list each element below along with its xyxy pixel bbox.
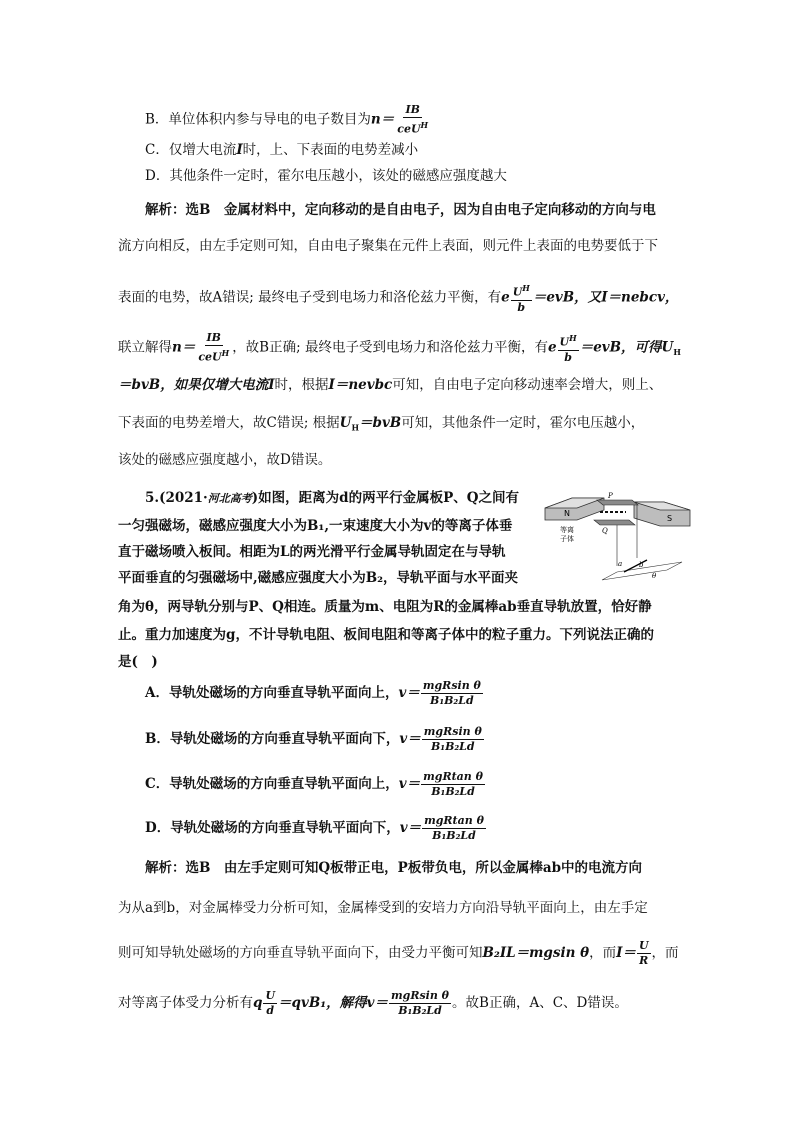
q4-solution-line-6: 下表面的电势差增大，故C错误; 根据$U_H=bvB$可知，其他条件一定时，霍尔电压越小，: [118, 415, 645, 433]
metal-rod: [624, 560, 647, 572]
q4-solution-line-3: 表面的电势，故A错误; 最终电子受到电场力和洛伦兹力平衡，有e $\frac{U^H}{b}$ ＝evB，又I＝nebcv，: [118, 283, 679, 314]
fraction: $\frac{IB}{ceU^H}$: [198, 331, 230, 364]
q5-solution-line-2: 为从a到b，对金属棒受力分析可知，金属棒受到的安培力方向沿导轨平面向上，由左手定: [118, 900, 648, 916]
fraction: $\frac{\text{mgRsin θ}}{\text{B₁B₂Ld}}$: [391, 989, 450, 1017]
q5-stem-line-1: 5.(2021·河北高考)如图，距离为d的两平行金属板P、Q之间有: [145, 490, 520, 506]
fraction: $\frac{IB}{ceU^H}$: [397, 103, 429, 136]
fraction: $\frac{\text{mgRsin θ}}{\text{B₁B₂Ld}}$: [422, 679, 481, 707]
plasma-generator-figure: [542, 488, 692, 588]
q5-option-b: B．导轨处磁场的方向垂直导轨平面向下，v＝ $\frac{\text{mgRsin θ}}{\text{B₁B₂Ld}}$: [145, 725, 482, 753]
fraction: $\frac{\text{mgRtan θ}}{\text{B₁B₂Ld}}$: [423, 770, 483, 798]
label-theta: θ: [652, 572, 657, 580]
fraction: $\frac{\text{mgRsin θ}}{\text{B₁B₂Ld}}$: [423, 725, 482, 753]
label-p: P: [608, 492, 613, 500]
fraction: $\frac{U^H}{b}$: [559, 333, 577, 364]
magnet-s: [634, 502, 690, 526]
plate-q: [594, 520, 635, 525]
q5-stem-line-3: 直于磁场喷入板间。相距为L的两光滑平行金属导轨固定在与导轨: [118, 544, 506, 560]
q5-solution-line-4: 对等离子体受力分析有q $\frac{U}{d}$ ＝qvB₁，解得v＝ $\frac{\text{mgRsin θ}}{\text{B₁B₂Ld}}$ 。故B正确，A、C、D错误。: [118, 989, 628, 1017]
label-a: a: [618, 560, 623, 568]
q5-stem-line-6: 止。重力加速度为g，不计导轨电阻、板间电阻和等离子体中的粒子重力。下列说法正确的: [118, 627, 654, 643]
q4-option-b: B．单位体积内参与导电的电子数目为n＝ $\frac{IB}{ceU^H}$: [145, 103, 429, 136]
fraction: $\frac{\text{mgRtan θ}}{\text{B₁B₂Ld}}$: [424, 814, 484, 842]
q5-stem-line-2: 一匀强磁场，磁感应强度大小为B₁,一束速度大小为v的等离子体垂: [118, 518, 513, 534]
plate-p: [597, 500, 638, 505]
q4-solution-line-4: 联立解得n＝ $\frac{IB}{ceU^H}$ ，故B正确; 最终电子受到电场力和洛伦兹力平衡，有e $\frac{U^H}{b}$ ＝evB，可得$U_H$: [118, 331, 681, 364]
q4-solution-line-5: ＝bvB，如果仅增大电流I时，根据I＝nevbc可知，自由电子定向移动速率会增大，则上、: [118, 377, 663, 393]
q4-option-c: C．仅增大电流I时，上、下表面的电势差减小: [145, 142, 419, 158]
q5-option-a: A．导轨处磁场的方向垂直导轨平面向上，v＝ $\frac{\text{mgRsin θ}}{\text{B₁B₂Ld}}$: [145, 679, 481, 707]
q4-option-d: D．其他条件一定时，霍尔电压越小，该处的磁感应强度越大: [145, 168, 507, 184]
magnet-n: [545, 498, 604, 520]
q5-stem-line-7: 是( ): [118, 654, 158, 670]
q5-option-c: C．导轨处磁场的方向垂直导轨平面向上，v＝ $\frac{\text{mgRtan θ}}{\text{B₁B₂Ld}}$: [145, 770, 483, 798]
q5-solution-line-1: 解析：选B 由左手定则可知Q板带正电，P板带负电，所以金属棒ab中的电流方向: [145, 860, 643, 876]
fraction: $\frac{U^H}{b}$: [512, 283, 530, 314]
label-s: S: [667, 514, 673, 523]
fraction: $\frac{U}{d}$: [265, 989, 276, 1017]
q5-option-d: D．导轨处磁场的方向垂直导轨平面向下，v＝ $\frac{\text{mgRtan θ}}{\text{B₁B₂Ld}}$: [145, 814, 484, 842]
q5-solution-line-3: 则可知导轨处磁场的方向垂直导轨平面向下，由受力平衡可知B₂IL＝mgsin θ，而I＝ $\frac{U}{R}$ ，而: [118, 939, 679, 967]
q5-stem-line-5: 角为θ，两导轨分别与P、Q相连。质量为m、电阻为R的金属棒ab垂直导轨放置，恰好静: [118, 599, 652, 615]
q5-stem-line-4: 平面垂直的匀强磁场中,磁感应强度大小为B₂，导轨平面与水平面夹: [118, 570, 519, 586]
fraction: $\frac{U}{R}$: [638, 939, 649, 967]
q4-solution-line-1: 解析：选B 金属材料中，定向移动的是自由电子，因为自由电子定向移动的方向与电: [145, 202, 656, 218]
label-b: b: [639, 561, 644, 569]
label-plasma-1: 等离: [560, 526, 574, 534]
label-plasma-2: 子体: [560, 535, 574, 543]
label-q: Q: [602, 527, 608, 535]
label-n: N: [564, 509, 570, 518]
q4-solution-line-2: 流方向相反，由左手定则可知，自由电子聚集在元件上表面，则元件上表面的电势要低于下: [118, 238, 658, 254]
q4-solution-line-7: 该处的磁感应强度越小，故D错误。: [118, 452, 332, 468]
